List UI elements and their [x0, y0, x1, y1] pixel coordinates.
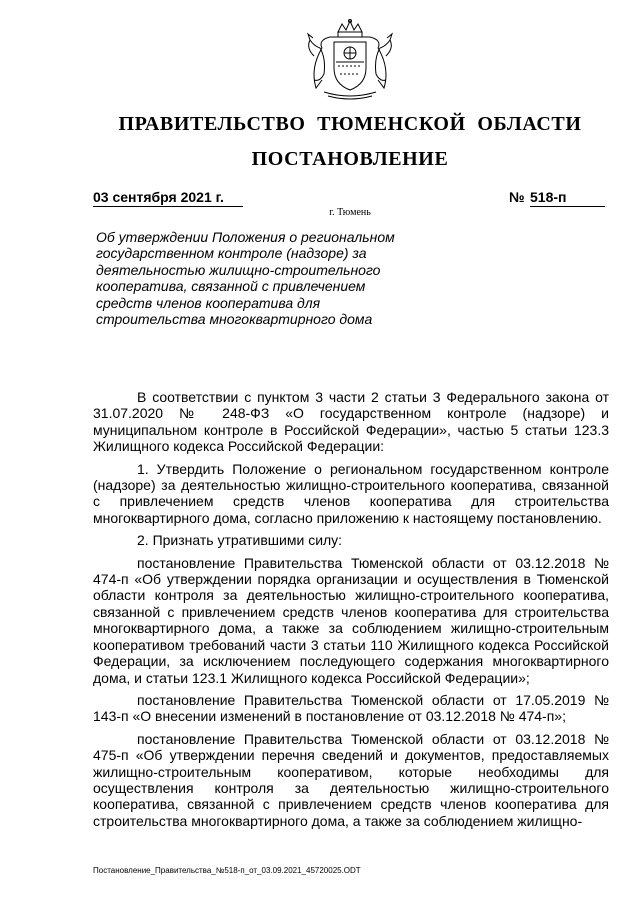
paragraph-repeal-474: постановление Правительства Тюменской области от 03.12.2018 № 474-п «Об утверждении порядка организации и осуществления в Тюменской области контроля за деятельностью жилищно-строительного кооператива, связанной с привлечением средств членов кооператива для строительства многоквартирного дома, а также за соблюдением жилищно-строительным кооперативом требований части 3 статьи 110 Жилищного кодекса Российской Федерации, за исключением последующего содержания многоквартирного дома, и статьи 123.1 Жилищного кодекса Российской Федерации»;: [93, 554, 609, 686]
document-subject: Об утверждении Положения о региональном государственном контроле (надзоре) за деятельностью жилищно-строительного кооператива, связанной с привлечением средств членов кооператива для строительства многоквартирного дома: [96, 229, 395, 328]
organization-title: ПРАВИТЕЛЬСТВО ТЮМЕНСКОЙ ОБЛАСТИ: [118, 113, 582, 135]
number-label: №: [509, 189, 525, 205]
paragraph-item-2: 2. Признать утратившими силу:: [137, 532, 343, 549]
document-type-title: ПОСТАНОВЛЕНИЕ: [251, 148, 449, 170]
paragraph-repeal-475: постановление Правительства Тюменской области от 03.12.2018 № 475-п «Об утверждении перечня сведений и документов, предоставляемых жилищно-строительным кооперативом, которые необходимы для осуществления контроля за деятельностью жилищно-строительного кооператива, связанной с привлечением средств членов кооператива для строительства многоквартирного дома, а также за соблюдением жилищно-: [93, 730, 609, 829]
document-number: 518-п: [530, 189, 605, 207]
paragraph-repeal-143: постановление Правительства Тюменской области от 17.05.2019 № 143-п «О внесении изменений в постановление от 03.12.2018 № 474-п»;: [93, 691, 609, 725]
paragraph-item-1: 1. Утвердить Положение о региональном государственном контроле (надзоре) за деятельностью жилищно-строительного кооператива, связанной с привлечением средств членов кооператива для строительства многоквартирного дома, согласно приложению к настоящему постановлению.: [93, 460, 609, 526]
city-label: г. Тюмень: [329, 207, 371, 218]
coat-of-arms-emblem: [300, 18, 400, 100]
file-name-footer: Постановление_Правительства_№518-п_от_03.09.2021_45720025.ODT: [93, 866, 361, 875]
document-date: 03 сентября 2021 г.: [93, 189, 243, 207]
document-body: [93, 389, 609, 835]
paragraph-preamble: В соответствии с пунктом 3 части 2 статьи 3 Федерального закона от 31.07.2020 № 248-ФЗ «О государственном контроле (надзоре) и муниципальном контроле в Российской Федерации», частью 5 статьи 123.3 Жилищного кодекса Российской Федерации:: [93, 389, 609, 455]
